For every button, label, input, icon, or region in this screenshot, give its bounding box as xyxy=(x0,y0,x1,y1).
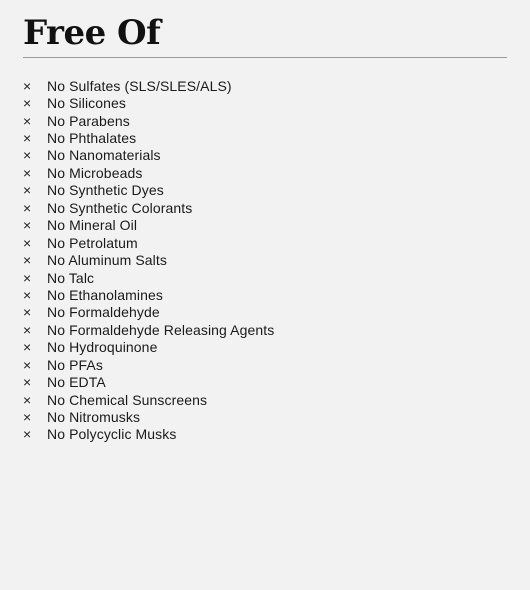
x-mark-icon: × xyxy=(23,339,32,356)
list-item xyxy=(23,199,507,216)
list-item xyxy=(23,304,507,321)
list-item-label: No Talc xyxy=(47,269,95,286)
x-mark-icon: × xyxy=(23,147,32,164)
list-item-label: No Petrolatum xyxy=(47,234,138,251)
x-mark-icon: × xyxy=(23,199,32,216)
list-item xyxy=(23,321,507,338)
list-item-label: No Chemical Sunscreens xyxy=(47,391,208,408)
list-item-label: No Silicones xyxy=(47,95,127,112)
list-item-label: No Formaldehyde Releasing Agents xyxy=(47,321,275,338)
list-item-label: No Ethanolamines xyxy=(47,286,163,303)
divider xyxy=(23,57,507,58)
x-mark-icon: × xyxy=(23,374,32,391)
x-mark-icon: × xyxy=(23,164,32,181)
list-item xyxy=(23,182,507,199)
free-of-section xyxy=(23,13,507,443)
list-item-label: No Aluminum Salts xyxy=(47,252,167,269)
list-item-label: No Polycyclic Musks xyxy=(47,426,177,443)
list-item xyxy=(23,391,507,408)
list-item-label: No Synthetic Dyes xyxy=(47,182,164,199)
x-mark-icon: × xyxy=(23,77,32,94)
x-mark-icon: × xyxy=(23,217,32,234)
list-item xyxy=(23,286,507,303)
list-item-label: No Nitromusks xyxy=(47,409,141,426)
list-item xyxy=(23,373,507,390)
list-item xyxy=(23,94,507,111)
x-mark-icon: × xyxy=(23,286,32,303)
list-item xyxy=(23,408,507,425)
list-item-label: No Phthalates xyxy=(47,130,137,147)
x-mark-icon: × xyxy=(23,426,32,443)
list-item xyxy=(23,147,507,164)
list-item-label: No Nanomaterials xyxy=(47,147,161,164)
list-item-label: No Sulfates (SLS/SLES/ALS) xyxy=(47,77,232,94)
list-item-label: No Hydroquinone xyxy=(47,339,158,356)
list-item-label: No Parabens xyxy=(47,112,130,129)
section-title: Free Of xyxy=(23,13,161,53)
list-item xyxy=(23,339,507,356)
x-mark-icon: × xyxy=(23,269,32,286)
list-item xyxy=(23,217,507,234)
list-item xyxy=(23,112,507,129)
x-mark-icon: × xyxy=(23,95,32,112)
free-of-list xyxy=(23,77,507,443)
list-item xyxy=(23,77,507,94)
list-item xyxy=(23,251,507,268)
x-mark-icon: × xyxy=(23,321,32,338)
x-mark-icon: × xyxy=(23,112,32,129)
x-mark-icon: × xyxy=(23,252,32,269)
x-mark-icon: × xyxy=(23,234,32,251)
list-item xyxy=(23,164,507,181)
x-mark-icon: × xyxy=(23,356,32,373)
x-mark-icon: × xyxy=(23,182,32,199)
list-item-label: No Microbeads xyxy=(47,164,143,181)
list-item-label: No Mineral Oil xyxy=(47,217,138,234)
list-item-label: No EDTA xyxy=(47,374,106,391)
list-item-label: No Synthetic Colorants xyxy=(47,199,193,216)
list-item xyxy=(23,426,507,443)
list-item xyxy=(23,269,507,286)
x-mark-icon: × xyxy=(23,409,32,426)
list-item xyxy=(23,234,507,251)
list-item-label: No PFAs xyxy=(47,356,103,373)
list-item xyxy=(23,356,507,373)
x-mark-icon: × xyxy=(23,304,32,321)
list-item xyxy=(23,129,507,146)
x-mark-icon: × xyxy=(23,391,32,408)
list-item-label: No Formaldehyde xyxy=(47,304,160,321)
x-mark-icon: × xyxy=(23,130,32,147)
